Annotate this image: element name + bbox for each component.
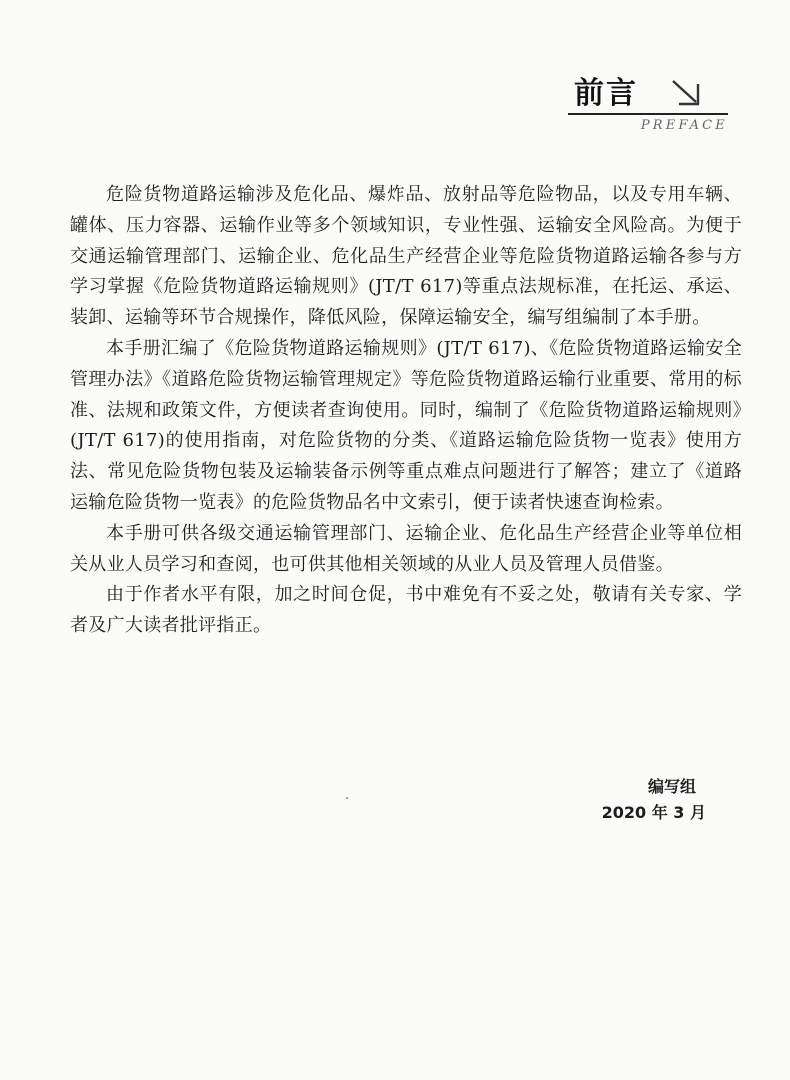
preface-header — [568, 76, 728, 136]
paragraph: 由于作者水平有限，加之时间仓促，书中难免有不妥之处，敬请有关专家、学者及广大读者批评指正。 — [70, 584, 742, 637]
corner-arrow-icon — [668, 78, 704, 108]
page-subtitle: PREFACE — [640, 118, 728, 133]
scan-speck — [346, 797, 348, 799]
preface-body — [70, 180, 742, 642]
title-rule — [568, 113, 728, 115]
signoff-date: 2020 年 3 月 — [601, 803, 706, 822]
page-title: 前言 — [574, 76, 638, 111]
signoff-block — [602, 774, 706, 826]
paragraph: 本手册汇编了《危险货物道路运输规则》(JT/T 617)、《危险货物道路运输安全管理办法》《道路危险货物运输管理规定》等危险货物道路运输行业重要、常用的标准、法规和政策文件，方便读者查询使用。同时，编制了《危险货物道路运输规则》(JT/T 617)的使用指南，对危险货物的分类、《道路运输危险货物一览表》使用方法、常见危险货物包装及运输装备示例等重点难点问题进行了解答；建立了《道路运输危险货物一览表》的危险货物品名中文索引，便于读者快速查询检索。 — [70, 337, 742, 513]
signoff-organization: 编写组 — [647, 777, 696, 796]
paragraph: 本手册可供各级交通运输管理部门、运输企业、危化品生产经营企业等单位相关从业人员学习和查阅，也可供其他相关领域的从业人员及管理人员借鉴。 — [70, 522, 742, 575]
paragraph: 危险货物道路运输涉及危化品、爆炸品、放射品等危险物品，以及专用车辆、罐体、压力容器、运输作业等多个领域知识，专业性强、运输安全风险高。为便于交通运输管理部门、运输企业、危化品生产经营企业等危险货物道路运输各参与方学习掌握《危险货物道路运输规则》(JT/T 617)等重点法规标准，在托运、承运、装卸、运输等环节合规操作，降低风险，保障运输安全，编写组编制了本手册。 — [70, 184, 742, 329]
